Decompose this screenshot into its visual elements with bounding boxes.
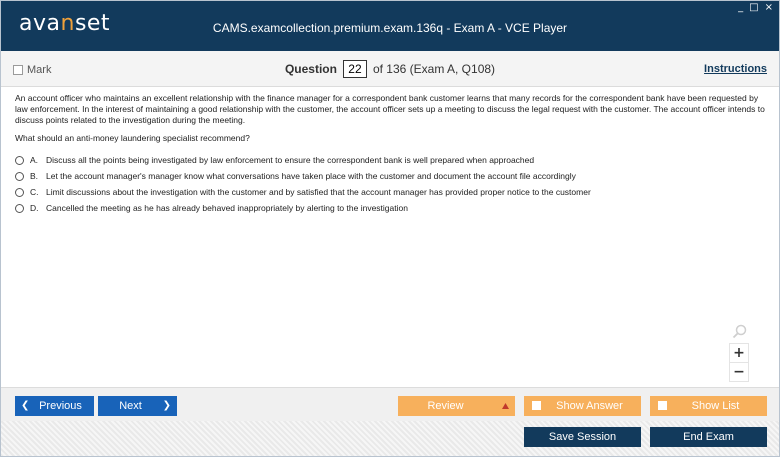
answer-option-b[interactable]: [15, 168, 767, 184]
radio-icon[interactable]: [15, 188, 24, 197]
close-icon[interactable]: ×: [764, 2, 773, 13]
navigation-toolbar: [1, 387, 779, 421]
magnifier-icon[interactable]: [732, 324, 748, 340]
minimize-icon[interactable]: _: [738, 2, 744, 13]
radio-icon[interactable]: [15, 204, 24, 213]
save-session-button[interactable]: Save Session: [524, 427, 641, 447]
checkbox-icon[interactable]: [532, 401, 541, 410]
avanset-logo: avanset: [19, 11, 111, 36]
question-prompt: What should an anti-money laundering specialist recommend?: [15, 133, 250, 143]
show-list-toggle[interactable]: [650, 396, 767, 416]
title-bar: [1, 1, 779, 51]
zoom-in-button[interactable]: +: [729, 343, 749, 363]
radio-icon[interactable]: [15, 172, 24, 181]
question-label: Question: [284, 62, 337, 76]
show-list-label: Show List: [691, 400, 740, 412]
question-content: [15, 93, 767, 216]
mark-label: Mark: [27, 64, 52, 76]
maximize-icon[interactable]: □: [749, 2, 759, 13]
radio-icon[interactable]: [15, 156, 24, 165]
option-letter: B.: [30, 170, 39, 181]
option-text: Limit discussions about the investigation with the customer and by satisfied that the account manager has provided proper notice to the customer: [46, 186, 591, 197]
show-answer-toggle[interactable]: [524, 396, 641, 416]
question-stem: An account officer who maintains an excellent relationship with the finance manager for a correspondent bank customer learns that many records for the correspondent bank have been requested by law enforcement. In the interest of maintaining a good relationship with the customer, the account officer sets up a meeting to discuss the legal request with the customer. The account officer intends to discuss points related to the investigation during the meeting.: [15, 93, 765, 125]
question-indicator: [1, 60, 779, 78]
triangle-up-icon: [502, 403, 509, 409]
chevron-right-icon: ❯: [162, 400, 171, 411]
answer-option-d[interactable]: [15, 200, 767, 216]
question-number-input[interactable]: 22: [343, 60, 367, 78]
end-exam-button[interactable]: End Exam: [650, 427, 767, 447]
window-title: CAMS.examcollection.premium.exam.136q - Exam A - VCE Player: [212, 21, 568, 35]
instructions-link[interactable]: Instructions: [704, 63, 767, 75]
checkbox-icon[interactable]: [658, 401, 667, 410]
answer-option-c[interactable]: [15, 184, 767, 200]
review-button[interactable]: [398, 396, 515, 416]
previous-label: Previous: [39, 400, 82, 412]
next-label: Next: [119, 400, 142, 412]
option-letter: C.: [30, 186, 39, 197]
option-text: Let the account manager's manager know what conversations have taken place with the customer and document the account file accordingly: [46, 170, 576, 181]
show-answer-label: Show Answer: [556, 400, 623, 412]
chevron-left-icon: ❮: [21, 400, 30, 411]
next-button[interactable]: [98, 396, 177, 416]
option-letter: A.: [30, 154, 39, 165]
question-header: [1, 51, 779, 87]
window-controls: [738, 3, 773, 13]
question-of-label: of 136 (Exam A, Q108): [372, 62, 496, 76]
footer-bar: [1, 421, 779, 456]
answer-option-a[interactable]: [15, 152, 767, 168]
review-label: Review: [427, 400, 464, 412]
zoom-out-button[interactable]: −: [729, 362, 749, 382]
previous-button[interactable]: [15, 396, 94, 416]
option-text: Discuss all the points being investigated by law enforcement to ensure the correspondent bank is well prepared when approached: [46, 154, 535, 165]
option-text: Cancelled the meeting as he has already behaved inappropriately by alerting to the investigation: [46, 202, 408, 213]
option-letter: D.: [30, 202, 39, 213]
